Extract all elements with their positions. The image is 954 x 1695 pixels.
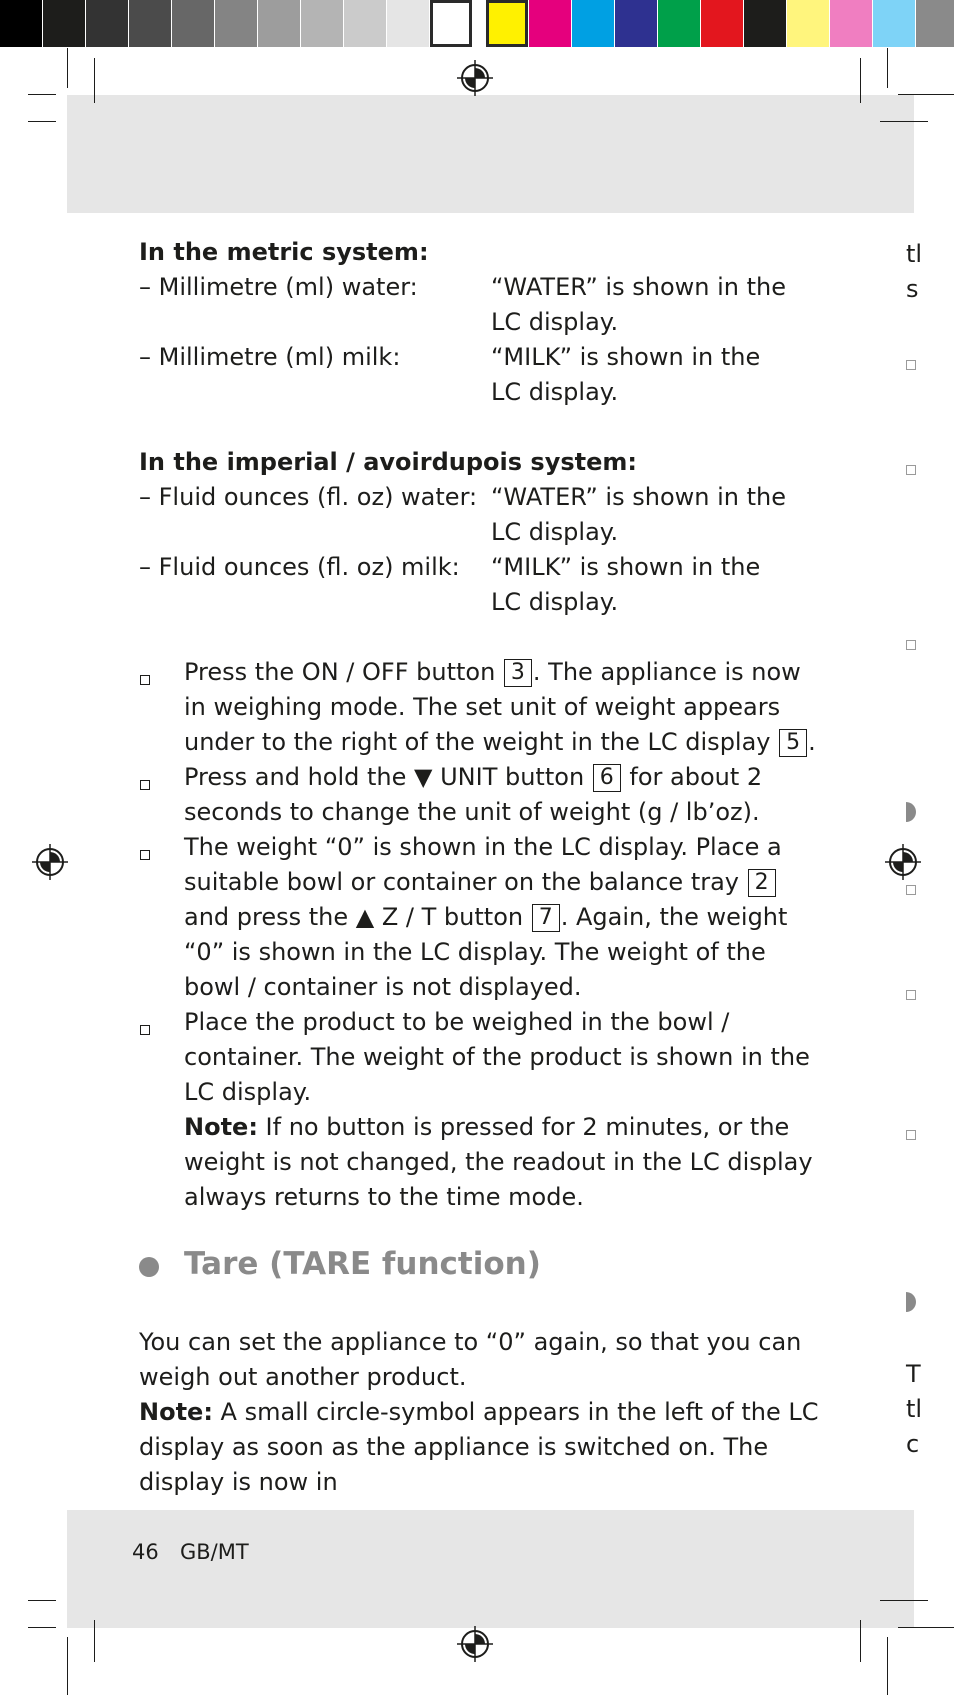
imperial-water-desc: “WATER” is shown in the (491, 483, 786, 511)
step-3-text-3: . Again, the weight “0” is shown in the LC display. The weight of the bowl / container is not displayed. (184, 903, 788, 1001)
checkbox-bullet-icon (906, 360, 916, 370)
facing-page-fragment: c (906, 1430, 920, 1458)
color-swatch (787, 0, 829, 47)
step-1 (184, 655, 824, 760)
checkbox-bullet-icon (140, 780, 150, 790)
crop-mark (898, 1627, 954, 1628)
tare-paragraph: You can set the appliance to “0” again, so that you can weigh out another product. (139, 1328, 802, 1391)
facing-page-fragment: tl (906, 1395, 923, 1423)
imperial-water-desc-2: LC display. (491, 518, 619, 546)
crop-mark (898, 94, 954, 95)
crop-mark (880, 1600, 928, 1601)
checkbox-bullet-icon (906, 990, 916, 1000)
crop-mark (28, 1600, 56, 1601)
color-swatch (916, 0, 954, 47)
imperial-milk-label: – Fluid ounces (fl. oz) milk: (139, 553, 460, 581)
footer-band (67, 1510, 914, 1628)
metric-water-label: – Millimetre (ml) water: (139, 273, 418, 301)
facing-page-fragment: s (906, 275, 919, 303)
imperial-water-label: – Fluid ounces (fl. oz) water: (139, 483, 478, 511)
note-text: If no button is pressed for 2 minutes, or the weight is not changed, the readout in the LC display always returns to the time mode. (184, 1113, 813, 1211)
registration-mark-icon (32, 844, 68, 880)
metric-water-desc: “WATER” is shown in the (491, 273, 786, 301)
color-swatch (172, 0, 214, 47)
color-swatch (744, 0, 786, 47)
checkbox-bullet-icon (140, 675, 150, 685)
tare-note (139, 1395, 819, 1500)
checkbox-bullet-icon (906, 465, 916, 475)
metric-water-desc-2: LC display. (491, 308, 619, 336)
color-swatch (572, 0, 614, 47)
color-swatch (387, 0, 429, 47)
section-title: Tare (TARE function) (184, 1246, 541, 1282)
color-swatch (0, 0, 42, 47)
step-3-text-2: and press the ▲ Z / T button (184, 903, 531, 931)
step-1-text-2: . The appliance is now in weighing mode. The set unit of weight appears under to the right of the weight in the LC display (184, 658, 801, 756)
color-swatch (486, 0, 528, 47)
note-label: Note: (139, 1398, 213, 1426)
checkbox-bullet-icon (140, 850, 150, 860)
metric-milk-desc-2: LC display. (491, 378, 619, 406)
color-swatch (701, 0, 743, 47)
color-swatch (43, 0, 85, 47)
crop-mark (887, 48, 888, 88)
color-swatch (529, 0, 571, 47)
crop-mark (94, 1620, 95, 1662)
metric-milk-desc: “MILK” is shown in the (491, 343, 761, 371)
step-4-text: Place the product to be weighed in the bowl / container. The weight of the product is shown in the LC display. (184, 1008, 810, 1106)
color-swatch (129, 0, 171, 47)
crop-mark (67, 48, 68, 88)
crop-mark (94, 58, 95, 103)
ref-number: 2 (748, 869, 776, 897)
color-swatch (86, 0, 128, 47)
crop-mark (67, 1637, 68, 1695)
color-swatch (830, 0, 872, 47)
step-2-text: Press and hold the ▼ UNIT button (184, 763, 592, 791)
step-4 (184, 1005, 824, 1215)
crop-mark (880, 121, 928, 122)
crop-mark (860, 1620, 861, 1662)
facing-page-fragment: T (906, 1360, 921, 1388)
color-swatch (344, 0, 386, 47)
section-bullet-icon (139, 1257, 159, 1277)
color-swatch (430, 0, 472, 47)
color-swatch (615, 0, 657, 47)
registration-mark-icon (457, 60, 493, 96)
note-text: A small circle-symbol appears in the left of the LC display as soon as the appliance is switched on. The display is now in (139, 1398, 819, 1496)
checkbox-bullet-icon (140, 1025, 150, 1035)
step-1-text: Press the ON / OFF button (184, 658, 503, 686)
crop-mark (28, 94, 56, 95)
color-swatch (215, 0, 257, 47)
color-calibration-bar (0, 0, 954, 48)
imperial-milk-desc-2: LC display. (491, 588, 619, 616)
imperial-heading: In the imperial / avoirdupois system: (139, 448, 637, 476)
ref-number: 3 (504, 659, 532, 687)
checkbox-bullet-icon (906, 885, 916, 895)
metric-milk-label: – Millimetre (ml) milk: (139, 343, 401, 371)
imperial-milk-desc: “MILK” is shown in the (491, 553, 761, 581)
color-swatch (301, 0, 343, 47)
registration-mark-icon (457, 1626, 493, 1662)
step-1-text-3: . (808, 728, 816, 756)
ref-number: 5 (779, 729, 807, 757)
checkbox-bullet-icon (906, 640, 916, 650)
step-3 (184, 830, 824, 1005)
ref-number: 6 (593, 764, 621, 792)
header-band (67, 95, 914, 213)
section-bullet-icon (906, 802, 916, 822)
ref-number: 7 (532, 904, 560, 932)
crop-mark (860, 58, 861, 103)
country-code: GB/MT (180, 1540, 249, 1564)
step-2-text-2: for about 2 seconds to change the unit of weight (g / lb’oz). (184, 763, 763, 826)
facing-page-fragment: tl (906, 240, 923, 268)
step-3-text: The weight “0” is shown in the LC display. Place a suitable bowl or container on the balance tray (184, 833, 782, 896)
crop-mark (887, 1637, 888, 1695)
checkbox-bullet-icon (906, 1130, 916, 1140)
color-swatch (258, 0, 300, 47)
color-swatch (873, 0, 915, 47)
registration-mark-icon (885, 844, 921, 880)
crop-mark (28, 121, 56, 122)
step-2 (184, 760, 824, 830)
color-swatch (658, 0, 700, 47)
section-bullet-icon (906, 1292, 916, 1312)
page-number: 46 (132, 1540, 159, 1564)
crop-mark (28, 1627, 56, 1628)
metric-heading: In the metric system: (139, 238, 429, 266)
note-label: Note: (184, 1113, 258, 1141)
